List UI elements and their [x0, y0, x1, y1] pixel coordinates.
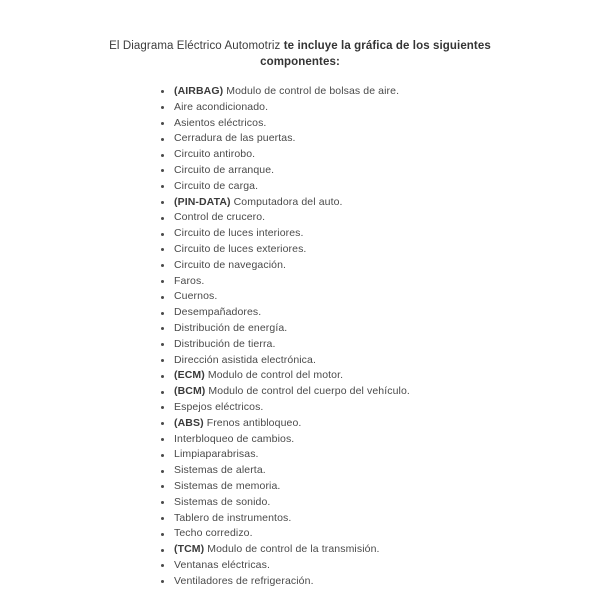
page-title-normal: El Diagrama Eléctrico Automotriz: [109, 40, 284, 52]
list-item-text: Frenos antibloqueo.: [203, 416, 302, 429]
list-item-text: Control de crucero.: [174, 211, 266, 224]
list-item-text: Aire acondicionado.: [174, 100, 269, 113]
list-item-text: Modulo de control de la transmisión.: [204, 543, 380, 556]
bullet-icon: [161, 517, 164, 520]
list-item: [158, 226, 600, 242]
list-item-text: Cuernos.: [174, 290, 218, 303]
list-item: [158, 447, 600, 463]
bullet-icon: [161, 375, 164, 378]
page-title: [100, 0, 500, 70]
bullet-icon: [161, 391, 164, 394]
list-item: [158, 289, 600, 305]
list-item-bold: (ABS): [174, 416, 204, 429]
list-item-bold: (BCM): [174, 385, 206, 398]
list-item-bold: (AIRBAG): [174, 85, 224, 97]
bullet-icon: [161, 90, 164, 93]
bullet-icon: [161, 280, 164, 283]
list-item-text: Ventiladores de refrigeración.: [174, 574, 314, 587]
list-item: [158, 574, 600, 590]
bullet-icon: [161, 470, 164, 473]
bullet-icon: [161, 533, 164, 536]
bullet-icon: [161, 343, 164, 346]
bullet-icon: [161, 438, 164, 441]
list-item: [158, 353, 600, 369]
list-item: [158, 179, 600, 195]
list-item: [158, 511, 600, 527]
list-item: [158, 416, 600, 432]
list-item-text: Circuito de luces exteriores.: [174, 242, 307, 255]
bullet-icon: [161, 106, 164, 109]
list-item-text: Circuito de arranque.: [174, 163, 275, 176]
list-item: [158, 163, 600, 179]
bullet-icon: [161, 217, 164, 220]
bullet-icon: [161, 312, 164, 315]
list-item-text: Desempañadores.: [174, 306, 262, 319]
bullet-icon: [161, 406, 164, 409]
list-item-text: Ventanas eléctricas.: [174, 558, 270, 571]
list-item-bold: (PIN-DATA): [174, 195, 231, 208]
bullet-icon: [161, 580, 164, 583]
list-item-text: Interbloqueo de cambios.: [174, 432, 295, 445]
list-item: [158, 258, 600, 274]
list-item-text: Circuito antirobo.: [174, 148, 256, 161]
list-item: [158, 84, 600, 100]
list-item-text: Computadora del auto.: [230, 195, 343, 208]
bullet-icon: [161, 185, 164, 188]
list-item-text: Dirección asistida electrónica.: [174, 353, 316, 366]
list-item-text: Techo corredizo.: [174, 527, 253, 540]
list-item-text: Sistemas de sonido.: [174, 495, 271, 508]
bullet-icon: [161, 549, 164, 552]
list-item-text: Circuito de navegación.: [174, 258, 287, 271]
bullet-icon: [161, 564, 164, 567]
components-list: [158, 84, 600, 590]
list-item-text: Tablero de instrumentos.: [174, 511, 292, 524]
list-item: [158, 305, 600, 321]
bullet-icon: [161, 201, 164, 204]
list-item: [158, 242, 600, 258]
list-item-text: Circuito de carga.: [174, 179, 259, 192]
list-item: [158, 100, 600, 116]
list-item-bold: (ECM): [174, 369, 205, 382]
list-item: [158, 131, 600, 147]
bullet-icon: [161, 154, 164, 157]
list-item-text: Circuito de luces interiores.: [174, 227, 304, 240]
bullet-icon: [161, 422, 164, 425]
bullet-icon: [161, 501, 164, 504]
list-item: [158, 274, 600, 290]
list-item-text: Limpiaparabrisas.: [174, 448, 259, 461]
list-item-text: Distribución de energía.: [174, 321, 288, 334]
bullet-icon: [161, 169, 164, 172]
bullet-icon: [161, 485, 164, 488]
list-item: [158, 384, 600, 400]
list-item: [158, 542, 600, 558]
list-item: [158, 558, 600, 574]
list-item-bold: (TCM): [174, 543, 205, 556]
bullet-icon: [161, 454, 164, 457]
bullet-icon: [161, 296, 164, 299]
list-item: [158, 321, 600, 337]
list-item: [158, 479, 600, 495]
list-item: [158, 195, 600, 211]
list-item-text: Modulo de control del cuerpo del vehículo.: [205, 385, 410, 398]
bullet-icon: [161, 359, 164, 362]
list-item-text: Distribución de tierra.: [174, 337, 276, 350]
bullet-icon: [161, 233, 164, 236]
list-item: [158, 210, 600, 226]
list-item-text: Sistemas de alerta.: [174, 464, 266, 477]
list-item-text: Faros.: [174, 274, 205, 287]
bullet-icon: [161, 138, 164, 141]
list-item: [158, 337, 600, 353]
list-item: [158, 116, 600, 132]
list-item: [158, 526, 600, 542]
list-item-text: Asientos eléctricos.: [174, 116, 267, 129]
list-item-text: Modulo de control de bolsas de aire.: [223, 85, 400, 97]
bullet-icon: [161, 248, 164, 251]
bullet-icon: [161, 264, 164, 267]
list-item-text: Cerradura de las puertas.: [174, 132, 296, 145]
list-item: [158, 463, 600, 479]
list-item: [158, 432, 600, 448]
list-item-text: Modulo de control del motor.: [204, 369, 344, 382]
bullet-icon: [161, 122, 164, 125]
page-title-bold: te incluye la gráfica de los siguientes componentes:: [260, 40, 491, 68]
list-item: [158, 400, 600, 416]
list-item: [158, 368, 600, 384]
list-item: [158, 147, 600, 163]
bullet-icon: [161, 327, 164, 330]
list-item-text: Espejos eléctricos.: [174, 400, 264, 413]
list-item: [158, 495, 600, 511]
list-item-text: Sistemas de memoria.: [174, 479, 281, 492]
